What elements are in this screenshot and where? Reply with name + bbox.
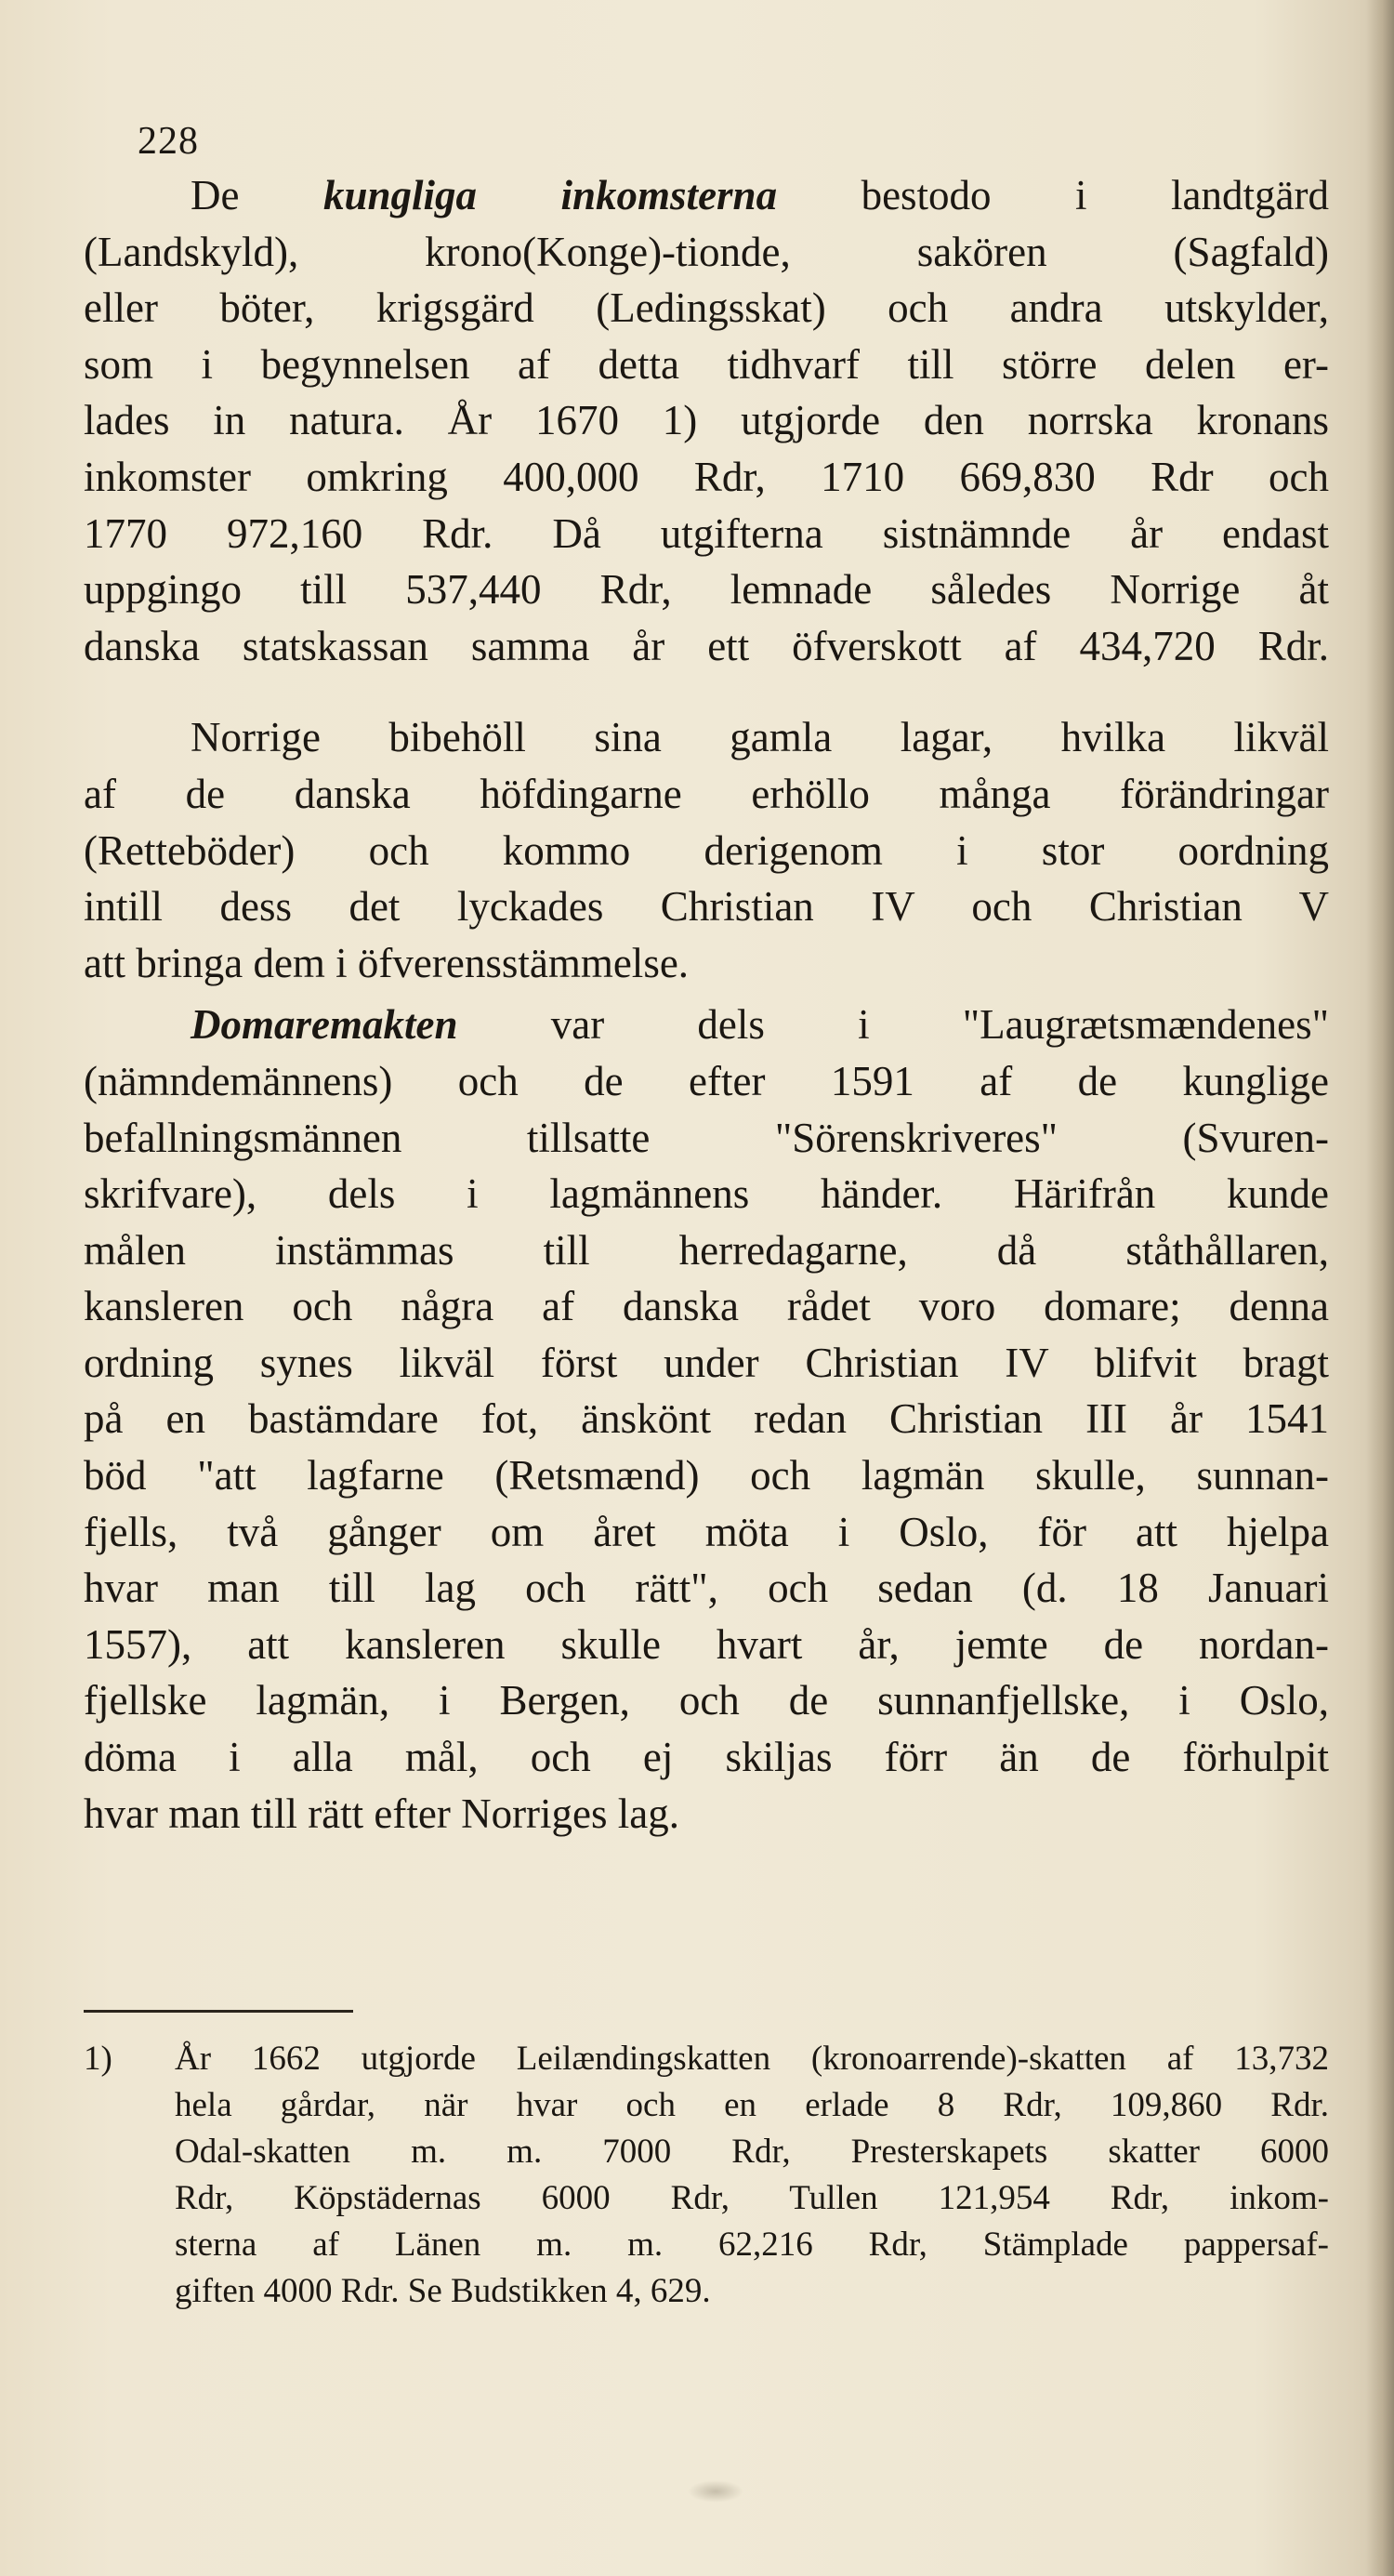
paragraph-judicial-power — [84, 997, 1329, 1842]
text-line: intill dess det lyckades Christian IV och Christian V — [84, 883, 1329, 931]
italic-phrase: Domaremakten — [191, 1001, 458, 1049]
text-line: (Retteböder) och kommo derigenom i stor oordning — [84, 826, 1329, 874]
text-line: inkomster omkring 400,000 Rdr, 1710 669,830 Rdr och — [84, 453, 1329, 500]
footnote-line: Odal-skatten m. m. 7000 Rdr, Presterskapets skatter 6000 — [175, 2133, 1329, 2171]
footnote-line: giften 4000 Rdr. Se Budstikken 4, 629. — [175, 2272, 711, 2310]
text-line: (Landskyld), krono(Konge)-tionde, sakören (Sagfald) — [84, 228, 1329, 275]
italic-phrase: kungliga inkomsterna — [322, 172, 778, 218]
text-line: uppgingo till 537,440 Rdr, lemnade således Norrige åt — [84, 566, 1329, 614]
text-line: som i begynnelsen af detta tidhvarf till större delen er- — [84, 340, 1329, 388]
text-line: befallningsmännen tillsatte "Sörenskriveres" (Svuren- — [84, 1114, 1329, 1161]
main-text — [84, 167, 1329, 1842]
text-line: Norrige bibehöll sina gamla lagar, hvilka likväl — [191, 714, 1329, 761]
text-line: att bringa dem i öfverensstämmelse. — [84, 939, 690, 986]
footnote-marker: 1) — [84, 2040, 112, 2078]
footnote-line: Rdr, Köpstädernas 6000 Rdr, Tullen 121,954 Rdr, inkom- — [175, 2179, 1329, 2217]
text-line: af de danska höfdingarne erhöllo många förändringar — [84, 770, 1329, 817]
text-line: fjells, två gånger om året möta i Oslo, för att hjelpa — [84, 1508, 1329, 1555]
text-line: hvar man till lag och rätt", och sedan (d. 18 Januari — [84, 1565, 1329, 1612]
page-number: 228 — [138, 120, 199, 163]
text-line: lades in natura. År 1670 1) utgjorde den norrska kronans — [84, 397, 1329, 444]
text-line: målen instämmas till herredagarne, då ståthållaren, — [84, 1226, 1329, 1274]
footnote-line: sterna af Länen m. m. 62,216 Rdr, Stämplade pappersaf- — [175, 2226, 1329, 2264]
footnote-text: År 1662 utgjorde Leilændingskatten (kronoarrende)-skatten af 13,732 — [175, 2040, 1329, 2078]
text-line: De kungliga inkomsterna bestodo i landtgärd — [191, 172, 1329, 218]
text-line: danska statskassan samma år ett öfverskott af 434,720 Rdr. — [84, 622, 1329, 669]
text-line: hvar man till rätt efter Norriges lag. — [84, 1790, 680, 1837]
text-line: (nämndemännens) och de efter 1591 af de kunglige — [84, 1057, 1329, 1104]
text-line: Domaremakten var dels i "Laugrætsmændenes" — [191, 1001, 1329, 1049]
footnote-rule — [84, 2010, 353, 2013]
text-line: skrifvare), dels i lagmännens händer. Härifrån kunde — [84, 1170, 1329, 1218]
footnote-line — [84, 2036, 1329, 2082]
text-line: döma i alla mål, och ej skiljas förr än de förhulpit — [84, 1734, 1329, 1781]
text-line: kansleren och några af danska rådet voro domare; denna — [84, 1283, 1329, 1330]
text-line: 1557), att kansleren skulle hvart år, jemte de nordan- — [84, 1620, 1329, 1668]
text-line: på en bastämdare fot, änskönt redan Christian III år 1541 — [84, 1395, 1329, 1443]
text-line: böd "att lagfarne (Retsmænd) och lagmän skulle, sunnan- — [84, 1452, 1329, 1499]
footnote-line: hela gårdar, när hvar och en erlade 8 Rdr, 109,860 Rdr. — [175, 2086, 1329, 2124]
ink-smudge — [688, 2480, 743, 2503]
text-line: ordning synes likväl först under Christian IV blifvit bragt — [84, 1339, 1329, 1386]
text-line: eller böter, krigsgärd (Ledingsskat) och andra utskylder, — [84, 284, 1329, 332]
text-line: fjellske lagmän, i Bergen, och de sunnanfjellske, i Oslo, — [84, 1677, 1329, 1724]
footnote — [84, 2036, 1329, 2315]
page-gutter-shadow — [1366, 0, 1394, 2576]
paragraph-laws — [84, 709, 1329, 991]
paragraph-revenues — [84, 167, 1329, 674]
text-line: 1770 972,160 Rdr. Då utgifterna sistnämnde år endast — [84, 509, 1329, 557]
